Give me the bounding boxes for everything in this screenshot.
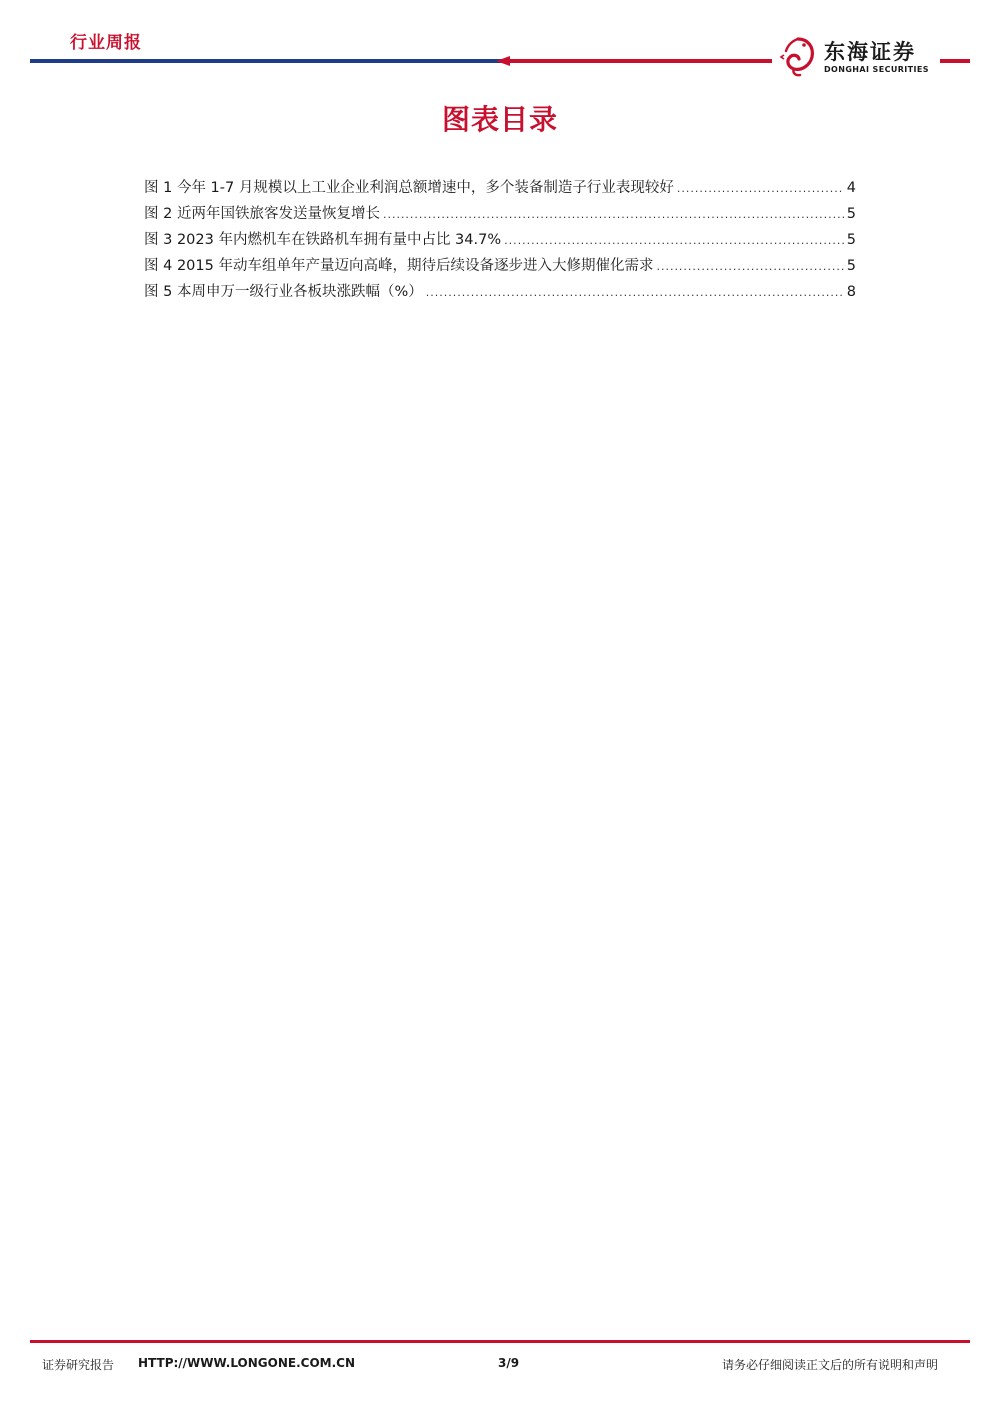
footer-page-number: 3/9 bbox=[498, 1356, 520, 1370]
toc-entry-label: 图 5 本周申万一级行业各板块涨跌幅（%） bbox=[144, 284, 423, 300]
toc-entry-page: 8 bbox=[846, 284, 856, 300]
header-divider-blue bbox=[30, 59, 510, 63]
toc-leader-dots bbox=[504, 234, 844, 247]
footer-divider bbox=[30, 1340, 970, 1343]
toc-entry-page: 5 bbox=[846, 258, 856, 274]
toc-leader-dots bbox=[656, 260, 843, 273]
logo-chinese-name: 东海证券 bbox=[824, 38, 916, 64]
toc-entry-page: 5 bbox=[846, 232, 856, 248]
dragon-emblem-icon bbox=[778, 35, 818, 79]
footer-website-link[interactable]: HTTP://WWW.LONGONE.COM.CN bbox=[138, 1356, 356, 1370]
toc-entry[interactable] bbox=[144, 254, 856, 280]
report-type-label: 行业周报 bbox=[70, 33, 142, 53]
figure-table-of-contents bbox=[144, 176, 856, 306]
toc-entry-label: 图 2 近两年国铁旅客发送量恢复增长 bbox=[144, 206, 380, 222]
toc-leader-dots bbox=[383, 208, 844, 221]
toc-entry-page: 4 bbox=[846, 180, 856, 196]
logo-english-name: DONGHAI SECURITIES bbox=[824, 64, 929, 74]
toc-entry[interactable] bbox=[144, 280, 856, 306]
footer-report-label: 证券研究报告 bbox=[42, 1358, 115, 1372]
toc-entry[interactable] bbox=[144, 202, 856, 228]
toc-entry-label: 图 4 2015 年动车组单年产量迈向高峰，期待后续设备逐步进入大修期催化需求 bbox=[144, 258, 654, 274]
toc-leader-dots bbox=[677, 182, 844, 195]
page-title: 图表目录 bbox=[441, 103, 558, 136]
footer-disclaimer: 请务必仔细阅读正文后的所有说明和声明 bbox=[722, 1358, 939, 1372]
toc-entry-label: 图 1 今年 1-7 月规模以上工业企业利润总额增速中，多个装备制造子行业表现较好 bbox=[144, 180, 674, 196]
toc-leader-dots bbox=[426, 286, 844, 299]
toc-entry[interactable] bbox=[144, 228, 856, 254]
company-logo bbox=[772, 32, 940, 82]
toc-entry-page: 5 bbox=[846, 206, 856, 222]
toc-entry-label: 图 3 2023 年内燃机车在铁路机车拥有量中占比 34.7% bbox=[144, 232, 502, 248]
toc-entry[interactable] bbox=[144, 176, 856, 202]
